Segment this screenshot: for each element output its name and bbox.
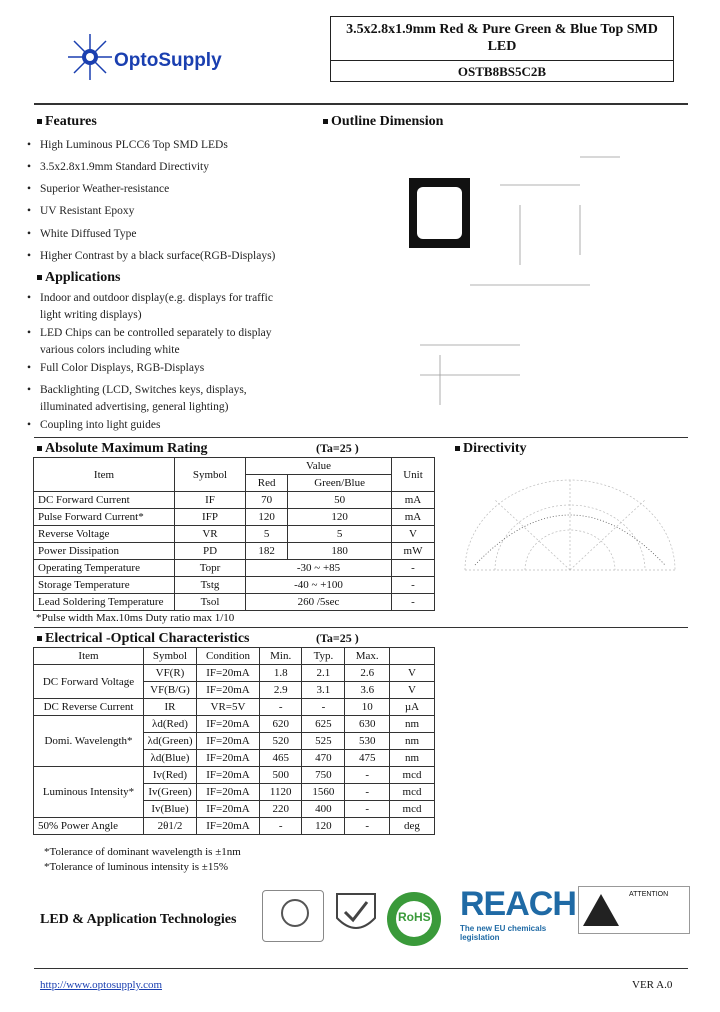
amr-table: Item Symbol Value Unit Red Green/Blue DC Forward Current IF 70 50 mA Pulse Forward Current* IFP 120 120 mA Reverse Voltage VR 5 5 V Power Dissipation PD 182 180 mW Operating Temperature Topr -30 ~ +85 - Storage Temperature Tstg -40 ~ +100 - Lead Soldering Temperature Tsol 260 /5sec - bbox=[33, 457, 435, 611]
application-item: • Full Color Displays, RGB-Displays bbox=[27, 362, 205, 374]
feature-item: • Superior Weather-resistance bbox=[27, 183, 170, 195]
company-tagline: LED & Application Technologies bbox=[40, 912, 237, 927]
divider bbox=[34, 437, 688, 438]
application-item: • LED Chips can be controlled separately to display bbox=[27, 327, 272, 339]
table-row: Storage Temperature Tstg -40 ~ +100 - bbox=[34, 577, 435, 594]
table-row: Power Dissipation PD 182 180 mW bbox=[34, 543, 435, 560]
directivity-diagram bbox=[455, 470, 685, 580]
divider bbox=[34, 627, 688, 628]
eoc-note: *Tolerance of luminous intensity is ±15% bbox=[44, 861, 228, 873]
table-row: 50% Power Angle 2θ1/2 IF=20mA - 120 - deg bbox=[34, 818, 435, 835]
applications-heading: Applications bbox=[37, 270, 120, 286]
eoc-table: Item Symbol Condition Min. Typ. Max. DC Forward Voltage VF(R) IF=20mA 1.8 2.1 2.6 V VF(B/G) IF=20mA 2.9 3.1 3.6 V DC Reverse Current IR VR=5V - - 10 µA Domi. Wavelength* λd(Red) IF=20mA 620 625 630 nm λd(Green) IF=20mA 520 525 530 nm λd(Blue) IF=20mA 465 470 475 nm Luminous Intensity* Iv(Red) IF=20mA 500 750 - mcd Iv(Green) IF=20mA 1120 1560 - mcd Iv(Blue) IF=20mA 220 400 - mcd 50% Power Angle 2θ1/2 IF=20mA - 120 - deg bbox=[33, 647, 435, 835]
table-row: Operating Temperature Topr -30 ~ +85 - bbox=[34, 560, 435, 577]
title-box bbox=[330, 16, 674, 82]
outline-heading: Outline Dimension bbox=[323, 114, 443, 130]
feature-item: • UV Resistant Epoxy bbox=[27, 205, 135, 217]
certification-shield-icon bbox=[333, 890, 379, 940]
application-item: • Backlighting (LCD, Switches keys, displays, bbox=[27, 384, 247, 396]
application-item: • Indoor and outdoor display(e.g. displays for traffic bbox=[27, 292, 273, 304]
directivity-heading: Directivity bbox=[455, 441, 527, 457]
application-item: • Coupling into light guides bbox=[27, 419, 161, 431]
features-heading: Features bbox=[37, 114, 97, 130]
table-row: VF(B/G) IF=20mA 2.9 3.1 3.6 V bbox=[34, 682, 435, 699]
table-row: Iv(Blue) IF=20mA 220 400 - mcd bbox=[34, 801, 435, 818]
table-row: DC Forward Voltage VF(R) IF=20mA 1.8 2.1 2.6 V bbox=[34, 665, 435, 682]
table-row: Reverse Voltage VR 5 5 V bbox=[34, 526, 435, 543]
table-row: DC Reverse Current IR VR=5V - - 10 µA bbox=[34, 699, 435, 716]
eoc-note: *Tolerance of dominant wavelength is ±1nm bbox=[44, 846, 241, 858]
table-row: Luminous Intensity* Iv(Red) IF=20mA 500 750 - mcd bbox=[34, 767, 435, 784]
tuv-certification-logo bbox=[262, 890, 324, 942]
divider bbox=[34, 968, 688, 969]
divider bbox=[34, 103, 688, 105]
version-label: VER A.0 bbox=[632, 979, 673, 991]
product-title: 3.5x2.8x1.9mm Red & Pure Green & Blue Top SMD LED bbox=[346, 22, 658, 54]
table-row: Pulse Forward Current* IFP 120 120 mA bbox=[34, 509, 435, 526]
amr-heading: Absolute Maximum Rating bbox=[37, 441, 208, 457]
eoc-heading: Electrical -Optical Characteristics bbox=[37, 631, 249, 647]
table-row: Domi. Wavelength* λd(Red) IF=20mA 620 625 630 nm bbox=[34, 716, 435, 733]
warning-triangle-icon bbox=[581, 890, 621, 930]
sun-logo-icon bbox=[60, 30, 120, 84]
company-logo bbox=[60, 30, 270, 84]
table-row: λd(Green) IF=20mA 520 525 530 nm bbox=[34, 733, 435, 750]
amr-note: *Pulse width Max.10ms Duty ratio max 1/10 bbox=[36, 612, 235, 624]
rohs-badge: RoHS bbox=[380, 890, 448, 948]
feature-item: • High Luminous PLCC6 Top SMD LEDs bbox=[27, 139, 228, 151]
application-item: illuminated advertising, general lighting) bbox=[40, 401, 229, 413]
feature-item: • Higher Contrast by a black surface(RGB-Displays) bbox=[27, 250, 276, 262]
esd-attention-label: ATTENTION bbox=[578, 886, 690, 934]
table-row: λd(Blue) IF=20mA 465 470 475 nm bbox=[34, 750, 435, 767]
reach-logo: REACH The new EU chemicals legislation bbox=[460, 885, 576, 942]
website-link[interactable]: http://www.optosupply.com bbox=[40, 979, 163, 991]
brand-name: OptoSupply bbox=[114, 50, 222, 71]
table-row: Lead Soldering Temperature Tsol 260 /5sec - bbox=[34, 594, 435, 611]
outline-drawing bbox=[380, 145, 640, 415]
application-item: light writing displays) bbox=[40, 309, 142, 321]
feature-item: • White Diffused Type bbox=[27, 228, 137, 240]
part-number: OSTB8BS5C2B bbox=[331, 60, 673, 80]
amr-ta: (Ta=25 ) bbox=[316, 441, 359, 455]
application-item: various colors including white bbox=[40, 344, 180, 356]
eoc-ta: (Ta=25 ) bbox=[316, 631, 359, 645]
table-row: Iv(Green) IF=20mA 1120 1560 - mcd bbox=[34, 784, 435, 801]
table-row: DC Forward Current IF 70 50 mA bbox=[34, 492, 435, 509]
feature-item: • 3.5x2.8x1.9mm Standard Directivity bbox=[27, 161, 209, 173]
